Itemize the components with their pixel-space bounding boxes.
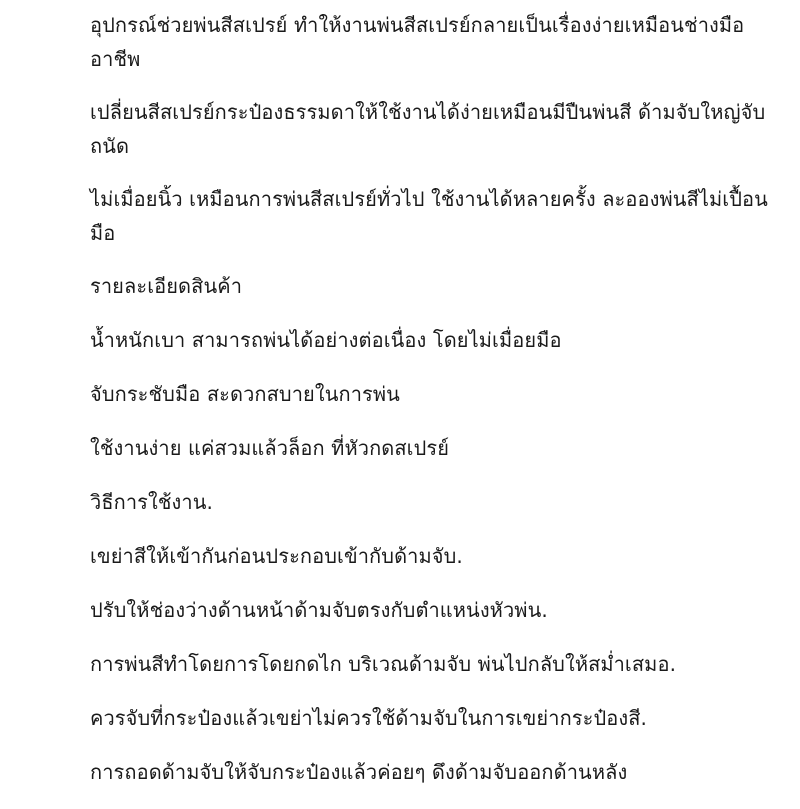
benefit-paragraph: ไม่เมื่อยนิ้ว เหมือนการพ่นสีสเปรย์ทั่วไป ใช้งานได้หลายครั้ง ละอองพ่นสีไม่เปื้อนมือ	[90, 187, 768, 245]
usage-step-spray: การพ่นสีทำโดยการโดยกดไก บริเวณด้ามจับ พ่นไปกลับให้สม่ำเสมอ.	[90, 652, 677, 676]
usage-step-shake: เขย่าสีให้เข้ากันก่อนประกอบเข้ากับด้ามจับ.	[90, 544, 463, 568]
detail-lightweight: น้ำหนักเบา สามารถพ่นได้อย่างต่อเนื่อง โดยไม่เมื่อยมือ	[90, 328, 562, 352]
details-heading: รายละเอียดสินค้า	[90, 274, 243, 298]
usage-step-hold: ควรจับที่กระป๋องแล้วเขย่าไม่ควรใช้ด้ามจับในการเขย่ากระป๋องสี.	[90, 706, 648, 730]
detail-easy-use: ใช้งานง่าย แค่สวมแล้วล็อก ที่หัวกดสเปรย์	[90, 436, 450, 460]
usage-heading: วิธีการใช้งาน.	[90, 490, 213, 514]
product-description	[90, 8, 770, 809]
detail-grip: จับกระชับมือ สะดวกสบายในการพ่น	[90, 382, 400, 406]
feature-paragraph: เปลี่ยนสีสเปรย์กระป๋องธรรมดาให้ใช้งานได้ง่ายเหมือนมีปืนพ่นสี ด้ามจับใหญ่จับถนัด	[90, 100, 766, 158]
intro-paragraph: อุปกรณ์ช่วยพ่นสีสเปรย์ ทำให้งานพ่นสีสเปรย์กลายเป็นเรื่องง่ายเหมือนช่างมืออาชีพ	[90, 13, 745, 71]
usage-step-remove: การถอดด้ามจับให้จับกระป๋องแล้วค่อยๆ ดึงด้ามจับออกด้านหลัง	[90, 760, 628, 784]
usage-step-align: ปรับให้ช่องว่างด้านหน้าด้ามจับตรงกับตำแหน่งหัวพ่น.	[90, 598, 548, 622]
